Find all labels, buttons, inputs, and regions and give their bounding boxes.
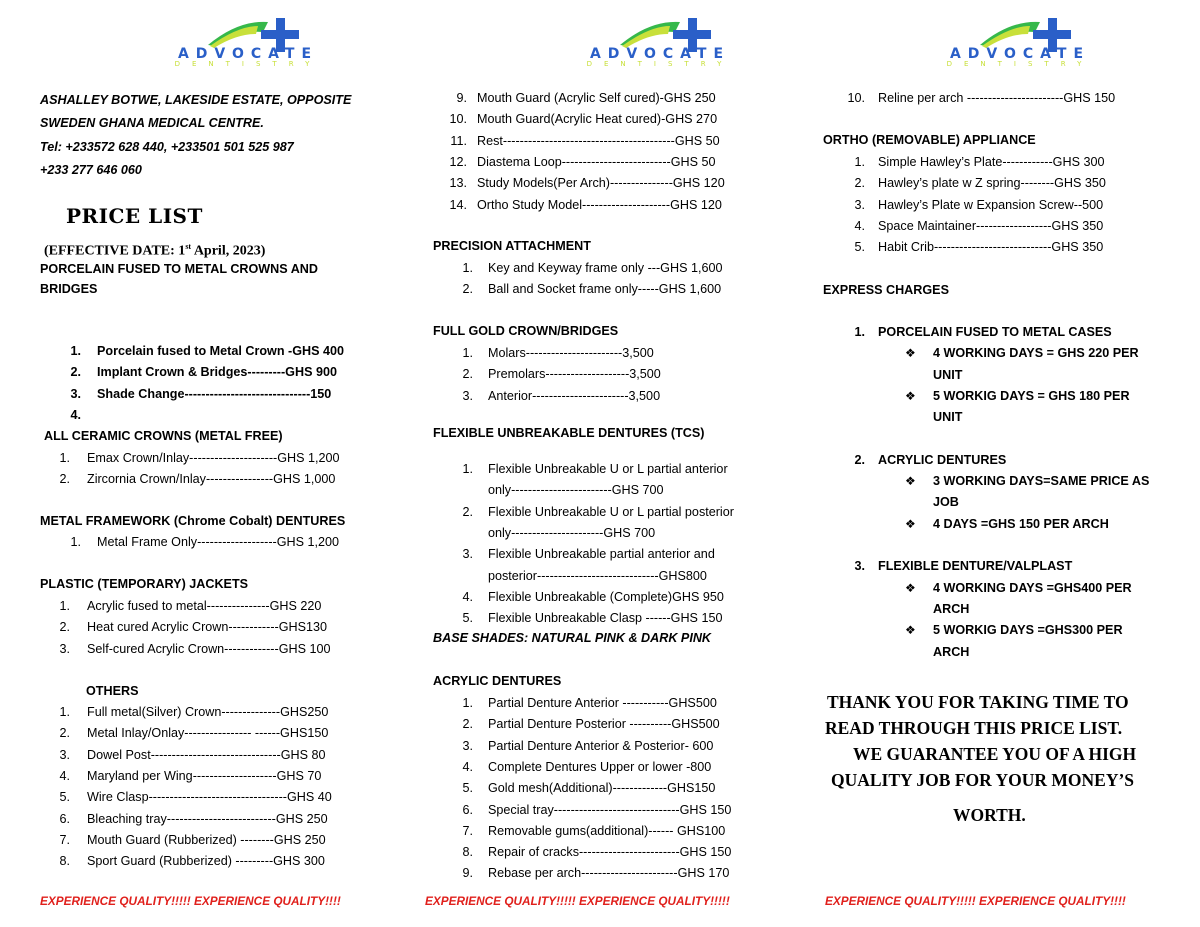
logo-wordmark: ADVOCATE (177, 46, 319, 62)
list-item-number: 1. (59, 705, 70, 719)
list-item: Ball and Socket frame only-----GHS 1,600 (488, 282, 722, 297)
express-option-continuation: UNIT (933, 410, 963, 425)
list-item-number: 5. (462, 781, 473, 796)
list-item-number: 5. (59, 790, 70, 805)
list-item-number: 8. (462, 845, 473, 860)
footer-tagline: EXPERIENCE QUALITY!!!!! EXPERIENCE QUALITY!!!! (825, 894, 1126, 908)
list-item: Special tray------------------------------GHS 150 (488, 802, 732, 817)
list-item-number: 1. (462, 696, 473, 710)
list-item: Shade Change------------------------------150 (97, 386, 332, 401)
list-item: Emax Crown/Inlay---------------------GHS 1,200 (87, 451, 340, 465)
list-item-continuation: only------------------------GHS 700 (488, 483, 664, 498)
list-item-number: 2. (70, 365, 81, 380)
list-item-continuation: only----------------------GHS 700 (488, 525, 656, 540)
list-item-number: 1. (59, 451, 70, 465)
list-item: Acrylic fused to metal---------------GHS 220 (87, 599, 322, 613)
list-item: Removable gums(additional)------ GHS100 (488, 823, 726, 838)
logo-wordmark: ADVOCATE (589, 46, 731, 62)
list-item: Maryland per Wing--------------------GHS 70 (87, 768, 322, 783)
list-item-number: 6. (462, 802, 473, 817)
list-item-number: 1. (854, 155, 865, 169)
list-item-number: 9. (456, 91, 467, 105)
effective-date: (EFFECTIVE DATE: 1st April, 2023) (44, 242, 266, 259)
express-option: 4 WORKING DAYS = GHS 220 PER (933, 346, 1139, 361)
logo-subtitle: DENTISTRY (946, 60, 1094, 67)
express-option: 3 WORKING DAYS=SAME PRICE AS (933, 474, 1150, 489)
section-heading: ACRYLIC DENTURES (433, 674, 562, 688)
express-option: 4 DAYS =GHS 150 PER ARCH (933, 516, 1109, 531)
express-option: 4 WORKING DAYS =GHS400 PER (933, 580, 1132, 595)
section-heading: FLEXIBLE UNBREAKABLE DENTURES (TCS) (433, 426, 705, 440)
express-option-continuation: UNIT (933, 367, 963, 382)
list-item: Mouth Guard(Acrylic Heat cured)-GHS 270 (477, 112, 718, 127)
section-heading: PORCELAIN FUSED TO METAL CROWNS AND (40, 262, 318, 276)
thanks-line: READ THROUGH THIS PRICE LIST. (825, 718, 1123, 738)
list-item-number: 2. (59, 726, 70, 741)
section-heading: FULL GOLD CROWN/BRIDGES (433, 324, 619, 338)
list-item: Premolars--------------------3,500 (488, 367, 661, 382)
express-option: 5 WORKIG DAYS = GHS 180 PER (933, 388, 1130, 403)
phone-line: Tel: +233572 628 440, +233501 501 525 987 (40, 140, 294, 154)
column-left (40, 0, 410, 927)
list-item: Rest-----------------------------------------GHS 50 (477, 133, 720, 148)
list-item: Partial Denture Anterior -----------GHS500 (488, 696, 717, 710)
logo-subtitle: DENTISTRY (174, 60, 322, 67)
list-item: Hawley’s Plate w Expansion Screw--500 (878, 197, 1104, 212)
list-item: Bleaching tray--------------------------GHS 250 (87, 811, 328, 826)
list-item-number: 4. (462, 589, 473, 604)
list-item-number: 4. (59, 768, 70, 783)
list-item-number: 10. (449, 112, 467, 127)
address-line: ASHALLEY BOTWE, LAKESIDE ESTATE, OPPOSITE (40, 93, 352, 107)
list-item: Reline per arch -----------------------GHS 150 (878, 91, 1116, 105)
footer-tagline: EXPERIENCE QUALITY!!!!! EXPERIENCE QUALITY!!!! (40, 894, 341, 908)
list-item: Simple Hawley’s Plate------------GHS 300 (878, 155, 1105, 169)
diamond-bullet-icon: ❖ (905, 516, 916, 531)
list-item-number: 2. (462, 282, 473, 297)
list-item-number: 2. (59, 620, 70, 635)
list-item-number: 1. (59, 599, 70, 613)
list-item: Metal Inlay/Onlay---------------- ------GHS150 (87, 726, 329, 741)
express-option-continuation: ARCH (933, 644, 970, 659)
logo-subtitle: DENTISTRY (586, 60, 734, 67)
list-item: Anterior-----------------------3,500 (488, 388, 661, 403)
list-item: Dowel Post-------------------------------GHS 80 (87, 747, 326, 762)
express-heading: PORCELAIN FUSED TO METAL CASES (878, 325, 1112, 339)
thanks-line: THANK YOU FOR TAKING TIME TO (827, 692, 1129, 712)
list-item-number: 3. (462, 388, 473, 403)
logo-wordmark: ADVOCATE (949, 46, 1091, 62)
express-heading: ACRYLIC DENTURES (878, 452, 1007, 467)
list-item: Repair of cracks------------------------GHS 150 (488, 845, 732, 860)
list-item-number: 1. (462, 261, 473, 275)
list-item-number: 3. (59, 747, 70, 762)
list-item-number: 10. (847, 91, 865, 105)
list-item: Habit Crib----------------------------GHS 350 (878, 240, 1104, 255)
list-item: Complete Dentures Upper or lower -800 (488, 759, 712, 774)
thanks-line: WE GUARANTEE YOU OF A HIGH (853, 744, 1137, 764)
list-item: Molars-----------------------3,500 (488, 346, 654, 360)
list-item-continuation: posterior-----------------------------GHS800 (488, 568, 707, 583)
express-option: 5 WORKIG DAYS =GHS300 PER (933, 623, 1123, 638)
list-item: Diastema Loop--------------------------GHS 50 (477, 154, 716, 169)
list-item: Mouth Guard (Acrylic Self cured)-GHS 250 (477, 91, 716, 105)
list-item: Sport Guard (Rubberized) ---------GHS 300 (87, 854, 325, 869)
footer-tagline: EXPERIENCE QUALITY!!!!! EXPERIENCE QUALITY!!!!! (425, 894, 730, 908)
list-item-number: 4. (854, 218, 865, 233)
section-heading: OTHERS (86, 684, 139, 698)
list-item-number: 4. (70, 407, 81, 422)
list-item-number: 7. (462, 823, 473, 838)
list-item-number: 1. (462, 462, 473, 476)
list-item: Ortho Study Model---------------------GHS 120 (477, 197, 722, 212)
thanks-line: WORTH. (953, 805, 1026, 825)
base-shades-note: BASE SHADES: NATURAL PINK & DARK PINK (433, 631, 712, 645)
list-item-number: 2. (462, 504, 473, 519)
list-item-number: 1. (70, 535, 81, 549)
express-number: 2. (854, 452, 865, 467)
list-item: Mouth Guard (Rubberized) --------GHS 250 (87, 832, 326, 847)
column-middle (425, 0, 818, 927)
list-item: Zircornia Crown/Inlay----------------GHS 1,000 (87, 472, 336, 487)
list-item: Gold mesh(Additional)-------------GHS150 (488, 781, 716, 796)
list-item-number: 7. (59, 832, 70, 847)
list-item-number: 2. (462, 367, 473, 382)
list-item: Flexible Unbreakable U or L partial posterior (488, 504, 734, 519)
list-item-number: 6. (59, 811, 70, 826)
list-item: Wire Clasp---------------------------------GHS 40 (87, 790, 332, 805)
page-title: PRICE LIST (66, 204, 203, 228)
list-item: Full metal(Silver) Crown--------------GHS250 (87, 705, 329, 719)
list-item: Space Maintainer------------------GHS 350 (878, 218, 1104, 233)
list-item-number: 1. (462, 346, 473, 360)
list-item: Porcelain fused to Metal Crown -GHS 400 (97, 344, 345, 358)
list-item-number: 9. (462, 866, 473, 881)
list-item: Partial Denture Anterior & Posterior- 600 (488, 738, 714, 753)
list-item-number: 11. (450, 133, 467, 148)
express-option-continuation: JOB (933, 495, 959, 510)
section-heading: ORTHO (REMOVABLE) APPLIANCE (823, 133, 1036, 147)
list-item: Flexible Unbreakable partial anterior and (488, 547, 715, 562)
diamond-bullet-icon: ❖ (905, 580, 916, 595)
thanks-line: QUALITY JOB FOR YOUR MONEY’S (831, 770, 1135, 790)
list-item-number: 2. (854, 176, 865, 191)
diamond-bullet-icon: ❖ (905, 474, 916, 489)
list-item-number: 3. (462, 738, 473, 753)
list-item: Flexible Unbreakable Clasp ------GHS 150 (488, 611, 723, 626)
diamond-bullet-icon: ❖ (905, 388, 916, 403)
list-item-number: 3. (462, 547, 473, 562)
list-item: Flexible Unbreakable U or L partial anterior (488, 462, 728, 476)
list-item-number: 5. (854, 240, 865, 255)
list-item: Hawley’s plate w Z spring--------GHS 350 (878, 176, 1106, 191)
list-item-number: 8. (59, 854, 70, 869)
list-item-number: 3. (70, 386, 81, 401)
phone-line: +233 277 646 060 (40, 163, 142, 177)
list-item: Partial Denture Posterior ----------GHS500 (488, 717, 720, 732)
column-right (823, 0, 1193, 927)
list-item: Self-cured Acrylic Crown-------------GHS 100 (87, 641, 331, 656)
express-number: 3. (854, 559, 865, 574)
list-item: Heat cured Acrylic Crown------------GHS130 (87, 620, 328, 635)
list-item-number: 3. (854, 197, 865, 212)
diamond-bullet-icon: ❖ (905, 623, 916, 638)
list-item: Flexible Unbreakable (Complete)GHS 950 (488, 589, 724, 604)
express-number: 1. (854, 325, 865, 339)
section-heading: PRECISION ATTACHMENT (433, 239, 591, 253)
address-line: SWEDEN GHANA MEDICAL CENTRE. (40, 116, 264, 130)
list-item-number: 3. (59, 641, 70, 656)
list-item: Implant Crown & Bridges---------GHS 900 (97, 365, 337, 380)
section-heading: EXPRESS CHARGES (823, 283, 949, 297)
section-heading: PLASTIC (TEMPORARY) JACKETS (40, 577, 249, 591)
section-heading: METAL FRAMEWORK (Chrome Cobalt) DENTURES (40, 514, 346, 528)
list-item-number: 5. (462, 611, 473, 626)
list-item-number: 12. (449, 154, 467, 169)
list-item-number: 13. (449, 176, 467, 191)
list-item-number: 1. (70, 344, 81, 358)
list-item: Key and Keyway frame only ---GHS 1,600 (488, 261, 723, 275)
section-heading: BRIDGES (40, 282, 98, 296)
list-item-number: 2. (59, 472, 70, 487)
express-heading: FLEXIBLE DENTURE/VALPLAST (878, 559, 1073, 574)
list-item: Rebase per arch-----------------------GHS 170 (488, 866, 730, 881)
diamond-bullet-icon: ❖ (905, 346, 916, 361)
section-heading: ALL CERAMIC CROWNS (METAL FREE) (44, 429, 283, 443)
list-item-number: 4. (462, 759, 473, 774)
express-option-continuation: ARCH (933, 601, 970, 616)
list-item: Study Models(Per Arch)---------------GHS 120 (477, 176, 725, 191)
list-item-number: 14. (449, 197, 467, 212)
list-item-number: 2. (462, 717, 473, 732)
list-item: Metal Frame Only-------------------GHS 1,200 (97, 535, 340, 549)
